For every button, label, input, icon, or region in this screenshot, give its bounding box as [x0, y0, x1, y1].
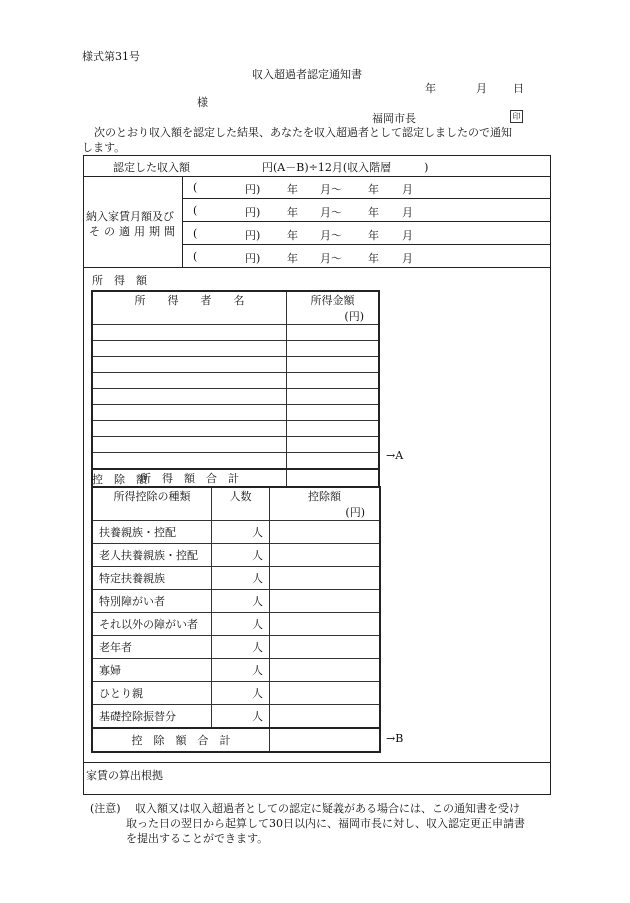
earner-name-cell[interactable]: [92, 357, 287, 373]
seal-mark: 印: [510, 110, 523, 123]
recognized-income-label: 認定した収入額: [113, 161, 190, 174]
deduction-type-cell: 老年者: [92, 636, 212, 659]
deduction-type-cell: 特別障がい者: [92, 590, 212, 613]
table-row: [92, 373, 379, 389]
year-label: 年: [287, 229, 298, 242]
deduction-type-cell: 扶養親族・控配: [92, 521, 212, 544]
deduction-total-row: [92, 728, 380, 752]
income-amount-cell[interactable]: [287, 341, 380, 357]
paren-open: (: [193, 181, 198, 194]
date-day: 日: [513, 82, 524, 95]
deduction-type-cell: ひとり親: [92, 682, 212, 705]
deduction-total-cell[interactable]: [270, 728, 381, 752]
rent-basis-label: 家賃の算出根拠: [86, 769, 163, 782]
divider: [182, 244, 551, 245]
income-amount-cell[interactable]: [287, 405, 380, 421]
deduction-amount-cell[interactable]: [270, 521, 381, 544]
earner-name-cell[interactable]: [92, 373, 287, 389]
divider: [83, 762, 551, 763]
table-row: [92, 636, 380, 659]
deduction-amount-cell[interactable]: [270, 567, 381, 590]
recognized-income-formula: 円(A－B)÷12月(収入階層 ): [262, 161, 429, 174]
income-header-row: [92, 291, 379, 325]
paren-open: (: [193, 250, 198, 263]
year-label: 年: [287, 252, 298, 265]
note-line-2: 取った日の翌日から起算して30日以内に、福岡市長に対し、収入認定更正申請書: [126, 817, 525, 830]
year-label: 年: [287, 206, 298, 219]
table-row: [92, 659, 380, 682]
income-amount-cell[interactable]: [287, 357, 380, 373]
person-count-cell[interactable]: 人: [212, 682, 270, 705]
month-to-label: 月: [402, 206, 413, 219]
month-from-label: 月～: [320, 183, 342, 196]
intro-line-1: 次のとおり収入額を認定した結果、あなたを収入超過者として認定しましたので通知: [94, 126, 512, 139]
col-income-amount: [287, 291, 380, 325]
deduction-type-cell: 寡婦: [92, 659, 212, 682]
deduction-section-title: 控 除 額: [92, 473, 147, 486]
deduction-header-row: [92, 487, 380, 521]
month-to-label: 月: [402, 183, 413, 196]
income-amount-cell[interactable]: [287, 373, 380, 389]
deduction-amount-cell[interactable]: [270, 659, 381, 682]
income-amount-cell[interactable]: [287, 389, 380, 405]
yen-label: 円): [245, 252, 261, 265]
earner-name-cell[interactable]: [92, 325, 287, 341]
col-deduction-amount: [270, 487, 381, 521]
col-income-amount-unit: (円): [344, 310, 364, 323]
earner-name-cell[interactable]: [92, 453, 287, 470]
table-row: [92, 389, 379, 405]
divider: [83, 176, 551, 177]
income-amount-cell[interactable]: [287, 325, 380, 341]
col-deduction-amount-label: 控除額: [308, 490, 341, 503]
income-arrow-a: →A: [386, 449, 404, 462]
table-row: [92, 544, 380, 567]
year-label: 年: [368, 183, 379, 196]
deduction-arrow-b: →B: [386, 732, 404, 745]
person-count-cell[interactable]: 人: [212, 521, 270, 544]
table-row: [92, 613, 380, 636]
table-row: [92, 567, 380, 590]
person-count-cell[interactable]: 人: [212, 636, 270, 659]
deduction-total-label: 控 除 額 合 計: [92, 728, 270, 752]
person-count-cell[interactable]: 人: [212, 705, 270, 729]
deduction-table: [91, 486, 381, 753]
table-row: [92, 705, 380, 729]
document-title: 収入超過者認定通知書: [252, 68, 362, 81]
deduction-type-cell: 特定扶養親族: [92, 567, 212, 590]
divider: [182, 198, 551, 199]
table-row: [92, 682, 380, 705]
person-count-cell[interactable]: 人: [212, 613, 270, 636]
person-count-cell[interactable]: 人: [212, 567, 270, 590]
person-count-cell[interactable]: 人: [212, 544, 270, 567]
income-total-cell[interactable]: [287, 469, 380, 487]
income-amount-cell[interactable]: [287, 437, 380, 453]
month-from-label: 月～: [320, 252, 342, 265]
deduction-type-cell: 老人扶養親族・控配: [92, 544, 212, 567]
col-person-count: 人数: [212, 487, 270, 521]
col-deduction-amount-unit: (円): [345, 506, 365, 519]
yen-label: 円): [245, 206, 261, 219]
year-label: 年: [287, 183, 298, 196]
month-to-label: 月: [402, 252, 413, 265]
earner-name-cell[interactable]: [92, 341, 287, 357]
divider: [83, 267, 551, 268]
person-count-cell[interactable]: 人: [212, 590, 270, 613]
divider: [182, 221, 551, 222]
table-row: [92, 590, 380, 613]
date-month: 月: [476, 82, 487, 95]
yen-label: 円): [245, 229, 261, 242]
table-row: [92, 325, 379, 341]
table-row: [92, 405, 379, 421]
deduction-amount-cell[interactable]: [270, 590, 381, 613]
table-row: [92, 421, 379, 437]
deduction-amount-cell[interactable]: [270, 682, 381, 705]
paren-open: (: [193, 204, 198, 217]
income-section-title: 所 得 額: [92, 274, 147, 287]
rent-label-line-2: その適用期間: [89, 225, 179, 238]
year-label: 年: [368, 229, 379, 242]
yen-label: 円): [245, 183, 261, 196]
note-label: (注意): [90, 802, 121, 815]
note-line-3: を提出することができます。: [126, 832, 269, 845]
form-number: 様式第31号: [82, 50, 140, 63]
date-year: 年: [425, 82, 436, 95]
person-count-cell[interactable]: 人: [212, 659, 270, 682]
earner-name-cell[interactable]: [92, 405, 287, 421]
deduction-amount-cell[interactable]: [270, 705, 381, 729]
recipient-sama: 様: [197, 96, 208, 109]
table-row: [92, 521, 380, 544]
col-income-amount-label: 所得金額: [310, 294, 355, 307]
year-label: 年: [368, 206, 379, 219]
deduction-amount-cell[interactable]: [270, 613, 381, 636]
table-row: [92, 437, 379, 453]
deduction-amount-cell[interactable]: [270, 544, 381, 567]
month-from-label: 月～: [320, 206, 342, 219]
rent-label-line-1: 納入家賃月額及び: [86, 210, 174, 223]
deduction-type-cell: それ以外の障がい者: [92, 613, 212, 636]
col-deduction-type: 所得控除の種類: [92, 487, 212, 521]
note-line-1: 収入額又は収入超過者としての認定に疑義がある場合には、この通知書を受け: [135, 802, 520, 815]
year-label: 年: [368, 252, 379, 265]
month-from-label: 月～: [320, 229, 342, 242]
table-row: [92, 453, 379, 470]
income-amount-cell[interactable]: [287, 453, 380, 470]
month-to-label: 月: [402, 229, 413, 242]
deduction-amount-cell[interactable]: [270, 636, 381, 659]
income-amount-cell[interactable]: [287, 421, 380, 437]
table-row: [92, 341, 379, 357]
deduction-type-cell: 基礎控除振替分: [92, 705, 212, 729]
earner-name-cell[interactable]: [92, 421, 287, 437]
earner-name-cell[interactable]: [92, 389, 287, 405]
col-income-earner-name: 所 得 者 名: [92, 291, 287, 325]
paren-open: (: [193, 227, 198, 240]
earner-name-cell[interactable]: [92, 437, 287, 453]
table-row: [92, 357, 379, 373]
income-table: [91, 290, 380, 488]
intro-line-2: します。: [82, 141, 126, 154]
income-total-label: 所 得 額 合 計: [92, 469, 287, 487]
issuer-name: 福岡市長: [372, 112, 416, 125]
